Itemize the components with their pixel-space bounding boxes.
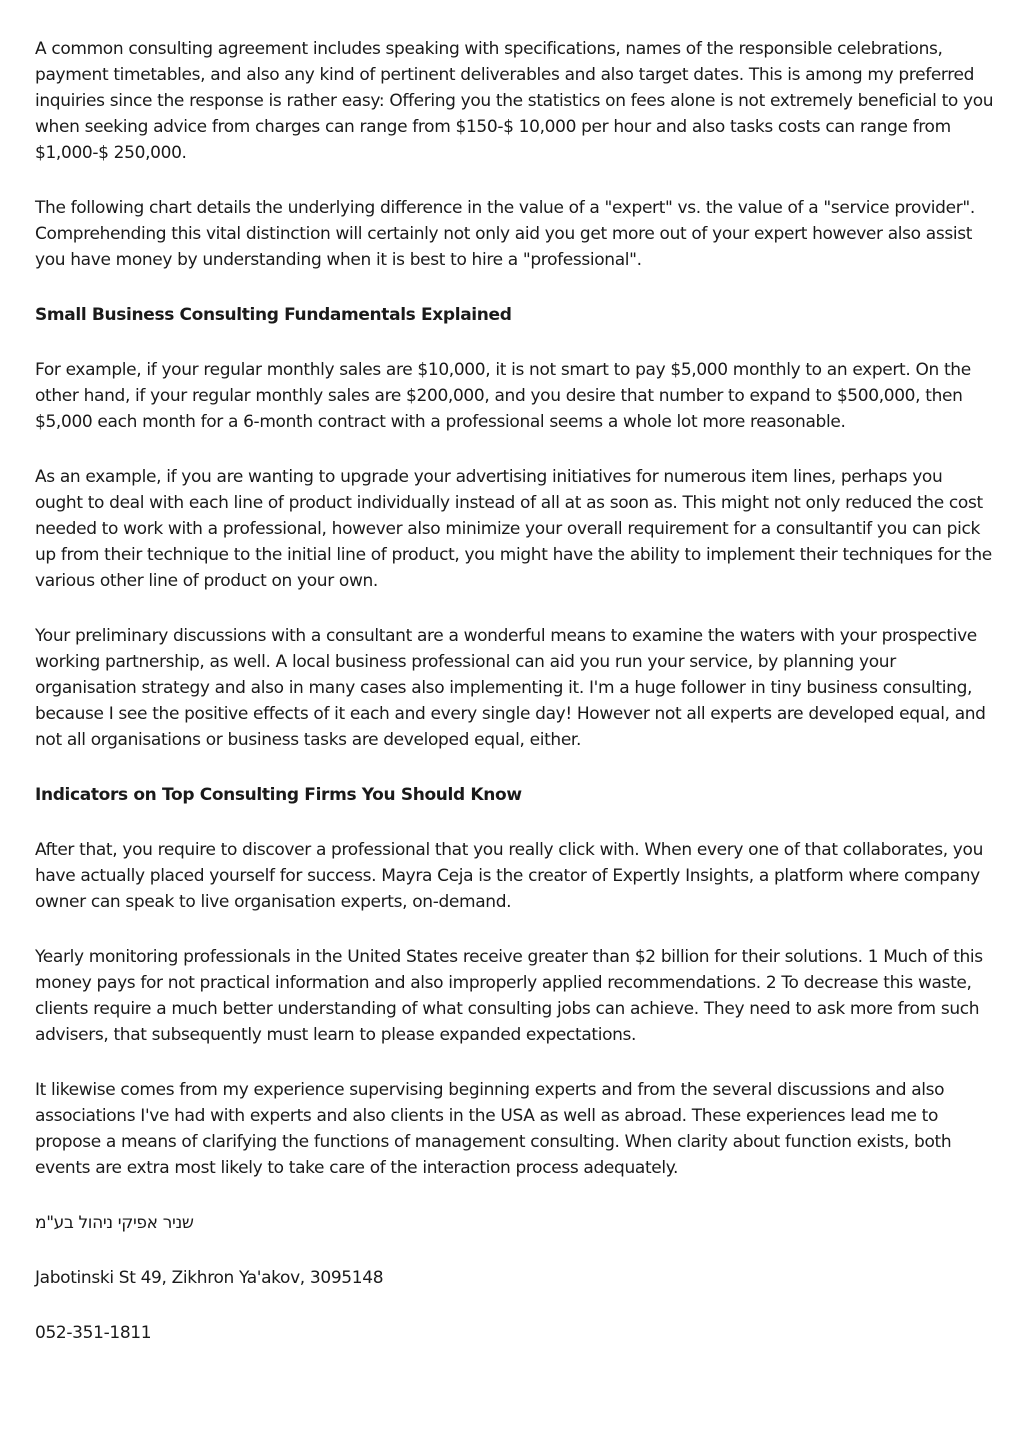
paragraph-monthly-sales-example: For example, if your regular monthly sales are $10,000, it is not smart to pay $5,000 monthly to an expert. On the other hand, if your regular monthly sales are $200,000, and you desire that number to expand to $500,000, then $5,000 each month for a 6-month contract with a professional seems a whole lot more reasonable. — [35, 360, 971, 432]
contact-address: Jabotinski St 49, Zikhron Ya'akov, 3095148 — [35, 1268, 384, 1288]
paragraph-find-professional: After that, you require to discover a professional that you really click with. When every one of that collaborates, you have actually placed yourself for success. Mayra Ceja is the creator of Expertly Insights, a platform where company owner can speak to live organisation experts, on-demand. — [35, 840, 983, 912]
paragraph-yearly-monitoring: Yearly monitoring professionals in the United States receive greater than $2 billion for their solutions. 1 Much of this money pays for not practical information and also improperly applied recommendations. 2 To decrease this waste, clients require a much better understanding of what consulting jobs can achieve. They need to ask more from such advisers, that subsequently must learn to please expanded expectations. — [35, 947, 983, 1045]
heading-small-business-consulting: Small Business Consulting Fundamentals Explained — [35, 305, 512, 325]
heading-top-consulting-firms: Indicators on Top Consulting Firms You Should Know — [35, 785, 522, 805]
paragraph-preliminary-discussions: Your preliminary discussions with a consultant are a wonderful means to examine the waters with your prospective working partnership, as well. A local business professional can aid you run your service, by planning your organisation strategy and also in many cases also implementing it. I'm a huge follower in tiny business consulting, because I see the positive effects of it each and every single day! However not all experts are developed equal, and not all organisations or business tasks are developed equal, either. — [35, 626, 986, 750]
paragraph-consulting-agreement: A common consulting agreement includes speaking with specifications, names of the responsible celebrations, payment timetables, and also any kind of pertinent deliverables and also target dates. This is among my preferred inquiries since the response is rather easy: Offering you the statistics on fees alone is not extremely beneficial to you when seeking advice from charges can range from $150-$ 10,000 per hour and also tasks costs can range from $1,000-$ 250,000. — [35, 39, 994, 163]
paragraph-experience-supervising: It likewise comes from my experience supervising beginning experts and from the several discussions and also associations I've had with experts and also clients in the USA as well as abroad. These experiences lead me to propose a means of clarifying the functions of management consulting. When clarity about function exists, both events are extra most likely to take care of the interaction process adequately. — [35, 1080, 952, 1178]
article-page — [35, 36, 995, 1375]
paragraph-expert-vs-provider: The following chart details the underlying difference in the value of a "expert" vs. the value of a "service provider". Comprehending this vital distinction will certainly not only aid you get more out of your expert however also assist you have money by understanding when it is best to hire a "professional". — [35, 198, 975, 270]
paragraph-advertising-example: As an example, if you are wanting to upgrade your advertising initiatives for numerous item lines, perhaps you ought to deal with each line of product individually instead of all at as soon as. This might not only reduced the cost needed to work with a professional, however also minimize your overall requirement for a consultantif you can pick up from their technique to the initial line of product, you might have the ability to implement their techniques for the various other line of product on your own. — [35, 467, 992, 591]
contact-company-name: שניר אפיקי ניהול בע"מ — [35, 1213, 194, 1233]
contact-phone: 052-351-1811 — [35, 1323, 152, 1343]
